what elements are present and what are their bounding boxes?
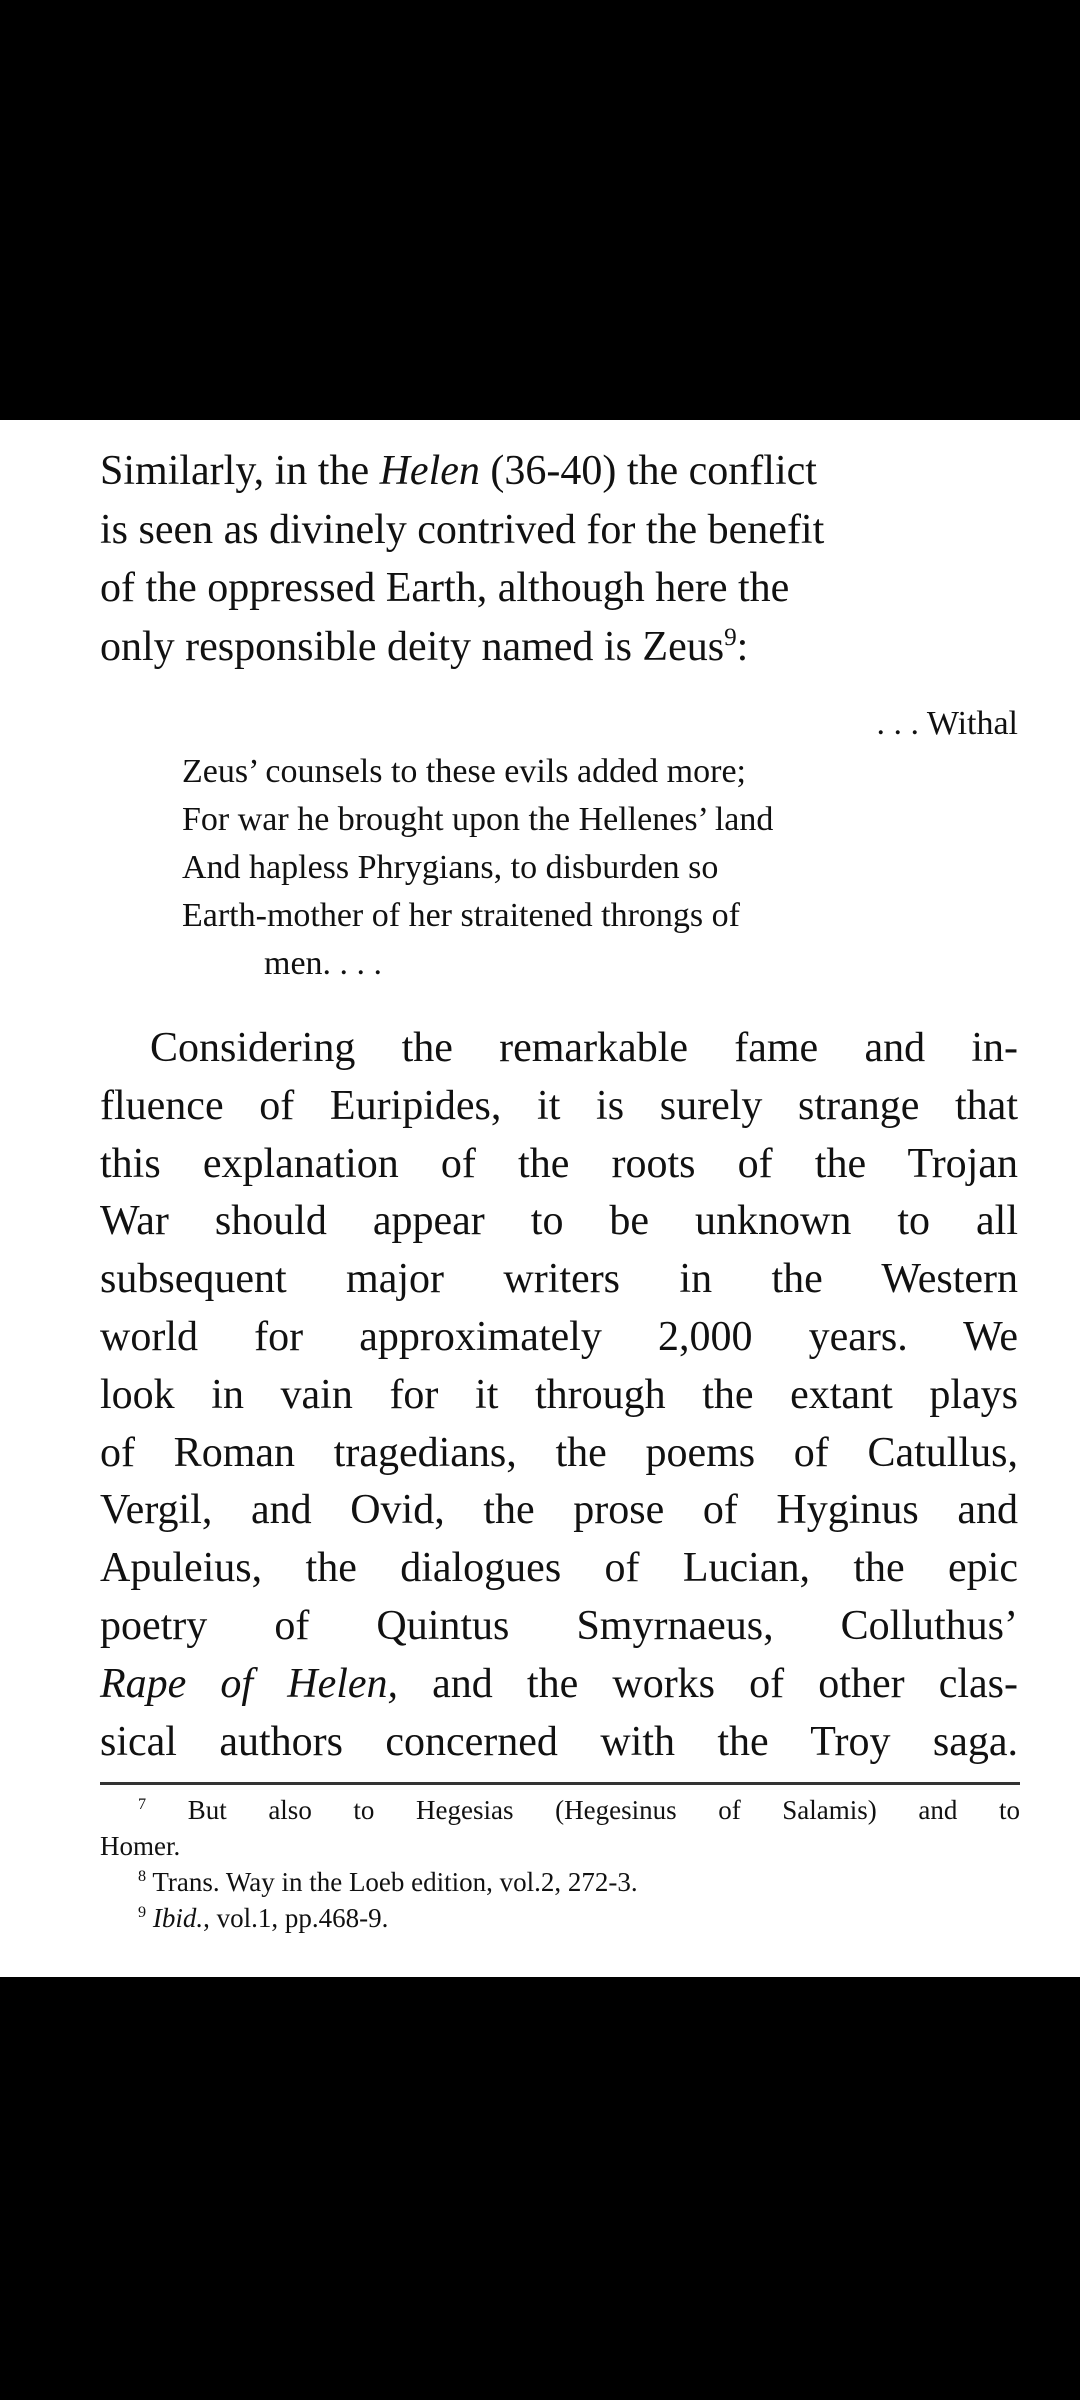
verse-line: men. . . . — [264, 945, 383, 982]
footnote-7-cont: Homer. — [100, 1831, 181, 1861]
footnote-mark: 7 — [138, 1795, 147, 1813]
text-line — [100, 442, 1020, 501]
paragraph-helen — [100, 442, 1020, 676]
italic-title: Helen — [379, 448, 480, 494]
italic-title: Rape of Helen, — [100, 1660, 399, 1707]
book-page — [0, 420, 1080, 1977]
footnote-text: Trans. Way in the Loeb edition, vol.2, 272-3. — [152, 1867, 638, 1897]
text-line — [100, 618, 1020, 677]
footnotes — [100, 1792, 1020, 1936]
text-line: Considering the remarkable fame and in- — [150, 1025, 1018, 1071]
footnote-mark: 9 — [138, 1903, 147, 1921]
footnote-text: , vol.1, pp.468-9. — [203, 1903, 389, 1933]
text-line: fluence of Euripides, it is surely strange that — [100, 1082, 1018, 1129]
verse-line: Earth-mother of her straitened throngs of — [182, 897, 740, 934]
text-line: sical authors concerned with the Troy saga. — [100, 1718, 1018, 1765]
verse-quotation — [182, 700, 1018, 988]
text-line: subsequent major writers in the Western — [100, 1256, 1018, 1303]
text-line: look in vain for it through the extant plays — [100, 1371, 1018, 1418]
text-line: of Roman tragedians, the poems of Catullus, — [100, 1429, 1018, 1476]
text-span: (36-40) the conflict — [479, 448, 817, 494]
verse-line: And hapless Phrygians, to disburden so — [182, 849, 719, 886]
footnote-mark: 8 — [138, 1867, 147, 1885]
bottom-black-bar — [0, 1977, 1080, 2400]
footnote-9 — [100, 1900, 1020, 1936]
text-line: poetry of Quintus Smyrnaeus, Colluthus’ — [100, 1602, 1018, 1649]
verse-line: For war he brought upon the Hellenes’ land — [182, 801, 774, 838]
text-line: world for approximately 2,000 years. We — [100, 1313, 1018, 1360]
text-span: : — [736, 623, 749, 670]
verse-line: Zeus’ counsels to these evils added more; — [182, 753, 746, 790]
text-line — [100, 1656, 1018, 1714]
text-line: of the oppressed Earth, although here the — [100, 565, 790, 611]
text-line: War should appear to be unknown to all — [100, 1198, 1018, 1245]
top-black-bar — [0, 0, 1080, 420]
footnote-7 — [100, 1792, 1020, 1828]
text-span: only responsible deity named is Zeus — [100, 623, 725, 670]
text-line: Vergil, and Ovid, the prose of Hyginus and — [100, 1487, 1018, 1534]
text-line: this explanation of the roots of the Trojan — [100, 1140, 1018, 1187]
paragraph-euripides — [100, 1020, 1018, 1771]
footnote-8 — [100, 1864, 1020, 1900]
verse-line: . . . Withal — [876, 705, 1018, 742]
footnote-ref: 9 — [724, 623, 737, 651]
text-span: and the works of other clas- — [398, 1660, 1018, 1707]
footnote-divider — [100, 1782, 1020, 1785]
text-line: Apuleius, the dialogues of Lucian, the epic — [100, 1545, 1018, 1592]
text-line: is seen as divinely contrived for the benefit — [100, 506, 825, 553]
footnote-italic: Ibid. — [152, 1903, 204, 1933]
footnote-text: But also to Hegesias (Hegesinus of Salamis) and to — [187, 1795, 1020, 1825]
text-span: Similarly, in the — [100, 448, 380, 494]
